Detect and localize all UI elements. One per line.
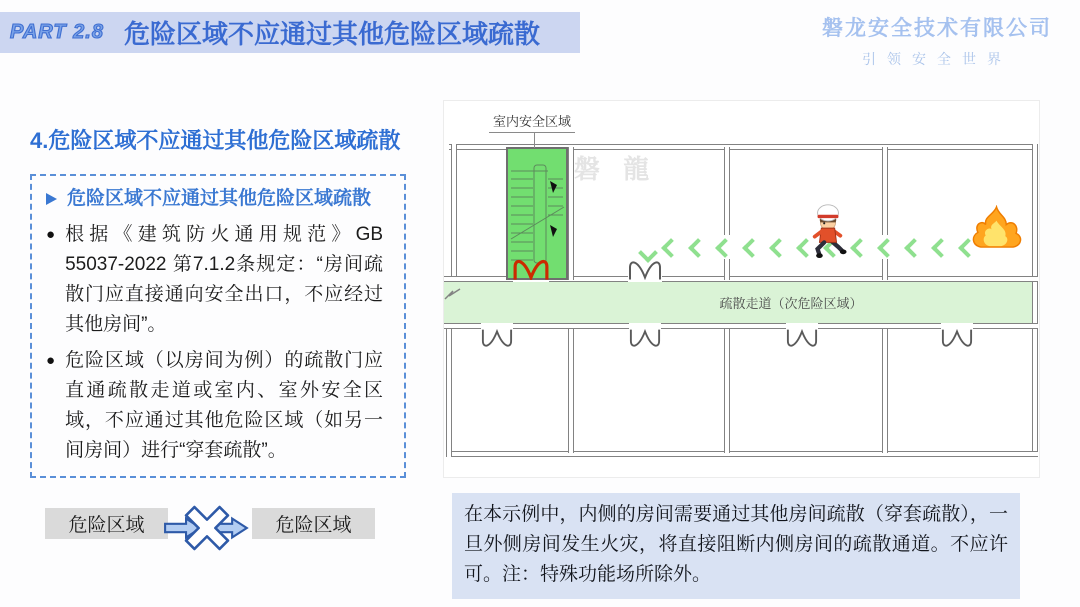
room-door-icon bbox=[628, 259, 662, 280]
wall bbox=[446, 329, 452, 457]
wall bbox=[1032, 144, 1038, 457]
chevron-left-icon bbox=[742, 238, 762, 258]
leader-line bbox=[534, 132, 535, 148]
company-slogan: 引领安全世界 bbox=[862, 51, 1012, 67]
fire-icon bbox=[969, 205, 1024, 250]
corridor-label: 疏散走道（次危险区域） bbox=[719, 296, 863, 311]
wall bbox=[818, 323, 941, 329]
wall bbox=[724, 329, 730, 453]
chevron-left-icon bbox=[769, 238, 789, 258]
break-line-icon bbox=[444, 287, 462, 303]
danger-zone-left: 危险区域 bbox=[45, 508, 168, 539]
danger-zone-right: 危险区域 bbox=[252, 508, 375, 539]
wall bbox=[882, 329, 888, 453]
bullet-icon: ● bbox=[46, 352, 56, 369]
wall bbox=[662, 276, 1038, 282]
wall bbox=[882, 259, 888, 280]
section-heading: 4.危险区域不应通过其他危险区域疏散 bbox=[30, 128, 401, 153]
header-bar bbox=[0, 12, 580, 53]
rule-box bbox=[30, 174, 406, 478]
part-number: PART 2.8 bbox=[10, 21, 104, 43]
bullet-item bbox=[44, 220, 394, 340]
safe-area-label: 室内安全区域 bbox=[489, 111, 575, 133]
wall bbox=[973, 323, 1038, 329]
room-door-icon bbox=[629, 329, 661, 349]
room-door-icon bbox=[941, 329, 973, 349]
stair-exit-door-icon bbox=[513, 258, 549, 280]
chevron-left-icon bbox=[715, 238, 735, 258]
bullet-item bbox=[44, 346, 394, 466]
company-name: 磐龙安全技术有限公司 bbox=[822, 17, 1052, 40]
chevron-left-icon bbox=[688, 238, 708, 258]
bullet-icon: ● bbox=[46, 226, 56, 243]
lead-text: 危险区域不应通过其他危险区域疏散 bbox=[67, 188, 372, 209]
crossed-arrow-icon bbox=[163, 500, 251, 556]
wall bbox=[444, 276, 513, 282]
wall bbox=[446, 451, 1038, 457]
bullet-text: 危险区域（以房间为例）的疏散门应直通疏散走道或室内、室外安全区域，不应通过其他危险区域（如另一间房间）进行“穿套疏散”。 bbox=[65, 350, 384, 461]
wall bbox=[568, 329, 574, 453]
wall bbox=[724, 147, 730, 235]
arrow-bullet-icon bbox=[46, 193, 57, 205]
wall bbox=[724, 259, 730, 280]
note-panel: 在本示例中，内侧的房间需要通过其他房间疏散（穿套疏散），一旦外侧房间发生火灾，将直接阻断内侧房间的疏散通道。不应许可。注：特殊功能场所除外。 bbox=[452, 493, 1020, 599]
wall bbox=[451, 144, 457, 282]
lead-row bbox=[44, 184, 394, 214]
chevron-left-icon bbox=[904, 238, 924, 258]
bullet-text: 根据《建筑防火通用规范》GB 55037-2022 第7.1.2条规定：“房间疏散门应直接通向安全出口，不应经过其他房间”。 bbox=[65, 224, 384, 335]
room-door-icon bbox=[786, 329, 818, 349]
room-door-icon bbox=[481, 329, 513, 349]
chevron-left-icon bbox=[877, 238, 897, 258]
page-title: 危险区域不应通过其他危险区域疏散 bbox=[123, 19, 540, 49]
chevron-left-icon bbox=[931, 238, 951, 258]
stair-direction-arrow bbox=[550, 181, 557, 193]
wall bbox=[568, 147, 574, 280]
wall bbox=[882, 147, 888, 235]
brand-block bbox=[822, 12, 1052, 69]
stair-direction-arrow bbox=[550, 225, 557, 237]
floor-plan bbox=[443, 100, 1040, 478]
evacuating-person-icon bbox=[809, 201, 847, 259]
watermark: 磐 龍 bbox=[574, 154, 658, 184]
chevron-left-icon bbox=[850, 238, 870, 258]
chevron-left-icon bbox=[661, 238, 681, 258]
wall bbox=[444, 323, 481, 329]
